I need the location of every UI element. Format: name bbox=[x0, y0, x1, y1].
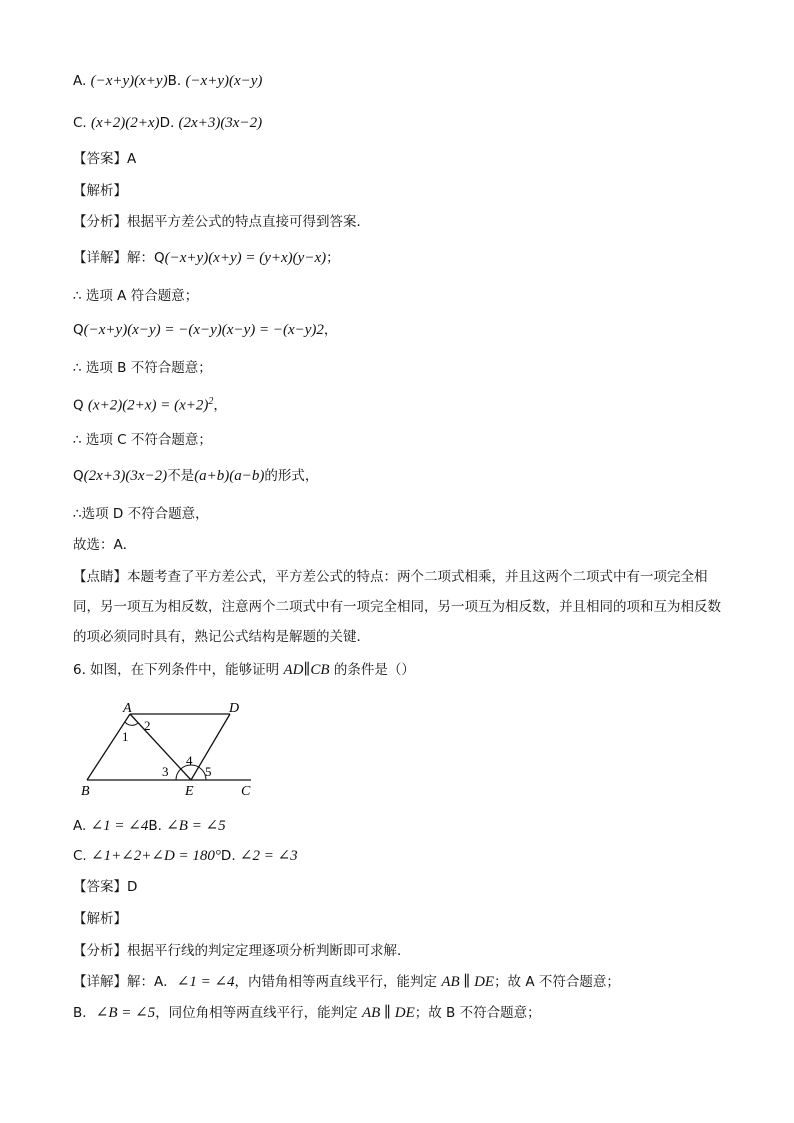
vertex-label-d: D bbox=[229, 701, 240, 716]
answer-tag: 【答案】 bbox=[73, 151, 127, 167]
step4-text: ∴ 选项 B 不符合题意； bbox=[73, 360, 212, 376]
q5-option-d-expr: (2x+3)(3x−2) bbox=[178, 115, 263, 131]
step7-expr2: (a+b)(a−b) bbox=[194, 468, 265, 484]
xiangjie-a-expr2: AB ∥ DE bbox=[441, 974, 495, 990]
q6-answer bbox=[73, 878, 137, 896]
angle-label-3: 3 bbox=[162, 764, 169, 779]
q6-option-d-label: D. bbox=[220, 848, 240, 864]
step1-expr: (−x+y)(x+y) = (y+x)(y−x) bbox=[164, 250, 327, 266]
answer-value: D bbox=[127, 879, 138, 895]
q6-xiangjie-b bbox=[73, 1004, 541, 1022]
xiangjie-tag: 【详解】 bbox=[73, 974, 127, 990]
q6-stem bbox=[73, 661, 415, 679]
xiangjie-b-expr1: ∠B = ∠5 bbox=[95, 1005, 156, 1021]
xiangjie-a-prefix: 解：A． bbox=[127, 974, 177, 990]
vertex-label-b: B bbox=[81, 784, 90, 798]
q6-option-d-expr: ∠2 = ∠3 bbox=[239, 848, 298, 864]
vertex-label-c: C bbox=[241, 784, 251, 798]
step7-prefix: Q bbox=[73, 468, 84, 484]
q5-step3 bbox=[73, 321, 337, 339]
analysis-tag: 【解析】 bbox=[73, 183, 127, 199]
fenxi-text: 根据平行线的判定定理逐项分析判断即可求解． bbox=[127, 943, 411, 959]
xiangjie-a-expr1: ∠1 = ∠4 bbox=[176, 974, 235, 990]
step7-mid: 不是 bbox=[167, 468, 195, 484]
q5-dianjing bbox=[73, 562, 723, 652]
q5-step4 bbox=[73, 359, 212, 377]
answer-tag: 【答案】 bbox=[73, 879, 127, 895]
q5-step2 bbox=[73, 287, 198, 305]
dianjing-text: 本题考查了平方差公式，平方差公式的特点：两个二项式相乘，并且这两个二项式中有一项完全相同，另一项互为相反数，注意两个二项式中有一项完全相同，另一项互为相反数，并且相同的项和互为相反数的项必须同时具有，熟记公式结构是解题的关键． bbox=[73, 569, 721, 645]
q5-xiangjie-line1 bbox=[73, 249, 340, 267]
fenxi-text: 根据平方差公式的特点直接可得到答案． bbox=[127, 214, 370, 230]
q6-fenxi bbox=[73, 942, 411, 960]
dianjing-tag: 【点睛】 bbox=[73, 569, 127, 585]
q6-stem-prefix: 6. 如图，在下列条件中，能够证明 bbox=[73, 662, 284, 678]
q5-answer bbox=[73, 150, 136, 168]
step7-end: 的形式， bbox=[264, 468, 319, 484]
angle-label-2: 2 bbox=[144, 718, 151, 733]
xiangjie-a-mid: ，内错角相等两直线平行，能判定 bbox=[234, 974, 442, 990]
q6-option-row-ab bbox=[73, 817, 226, 835]
q6-stem-expr: AD∥CB bbox=[283, 662, 330, 678]
step3-expr: (−x+y)(x−y) = −(x−y)(x−y) = −(x−y)2 bbox=[83, 322, 324, 338]
q5-step7 bbox=[73, 467, 318, 485]
q6-option-a-label: A. bbox=[73, 818, 91, 834]
q6-option-a-expr: ∠1 = ∠4 bbox=[90, 818, 149, 834]
step8-text: ∴选项 D 不符合题意， bbox=[73, 506, 209, 522]
q6-option-c-expr: ∠1+∠2+∠D = 180° bbox=[91, 848, 221, 864]
xiangjie-tag: 【详解】 bbox=[73, 250, 127, 266]
step6-text: ∴ 选项 C 不符合题意； bbox=[73, 432, 212, 448]
q5-option-c-expr: (x+2)(2+x) bbox=[91, 115, 160, 131]
q5-step8 bbox=[73, 505, 209, 523]
q5-step6 bbox=[73, 431, 212, 449]
q6-option-row-cd bbox=[73, 847, 298, 865]
step1-end: ； bbox=[326, 250, 340, 266]
q5-option-c-label: C. bbox=[73, 115, 92, 131]
step5-prefix: Q bbox=[73, 397, 88, 414]
q6-stem-suffix: 的条件是（） bbox=[329, 662, 415, 678]
q6-xiangjie-a bbox=[73, 973, 620, 991]
geometry-figure bbox=[75, 698, 265, 798]
vertex-label-e: E bbox=[185, 784, 194, 798]
angle-label-5: 5 bbox=[205, 764, 212, 779]
q5-option-a-label: A. bbox=[73, 73, 91, 89]
q5-fenxi bbox=[73, 213, 370, 231]
xiangjie-a-end: ；故 A 不符合题意； bbox=[494, 974, 620, 990]
q5-step9 bbox=[73, 536, 136, 554]
q5-analysis-heading bbox=[73, 182, 127, 200]
step3-prefix: Q bbox=[73, 322, 84, 338]
step7-expr1: (2x+3)(3x−2) bbox=[83, 468, 168, 484]
fenxi-tag: 【分析】 bbox=[73, 943, 127, 959]
vertex-label-a: A bbox=[123, 701, 132, 716]
q5-option-row-ab bbox=[73, 72, 262, 90]
q5-option-a-expr: (−x+y)(x+y) bbox=[90, 73, 168, 89]
q6-analysis-heading bbox=[73, 910, 127, 928]
step9-text: 故选：A． bbox=[73, 537, 137, 553]
step5-exponent: 2 bbox=[208, 396, 214, 407]
angle-label-4: 4 bbox=[186, 753, 193, 768]
xiangjie-b-mid: ，同位角相等两直线平行，能判定 bbox=[155, 1005, 362, 1021]
analysis-tag: 【解析】 bbox=[73, 911, 127, 927]
xiangjie-b-prefix: B． bbox=[73, 1005, 96, 1021]
step5-end: ， bbox=[213, 397, 227, 414]
segment-ab bbox=[87, 714, 130, 780]
segment-ae bbox=[130, 714, 191, 780]
q5-option-b-label: B. bbox=[167, 73, 186, 89]
q5-step5 bbox=[73, 393, 227, 415]
xiangjie-prefix: 解：Q bbox=[127, 250, 165, 266]
step5-expr: (x+2)(2+x) = (x+2) bbox=[87, 397, 209, 414]
angle-arc-a bbox=[125, 722, 138, 725]
fenxi-tag: 【分析】 bbox=[73, 214, 127, 230]
step2-text: ∴ 选项 A 符合题意； bbox=[73, 288, 199, 304]
q5-option-row-cd bbox=[73, 114, 262, 132]
xiangjie-b-expr2: AB ∥ DE bbox=[361, 1005, 415, 1021]
step3-end: ， bbox=[323, 322, 338, 338]
answer-value: A bbox=[127, 151, 137, 167]
q5-option-d-label: D. bbox=[159, 115, 179, 131]
q6-option-b-expr: ∠B = ∠5 bbox=[166, 818, 226, 834]
angle-label-1: 1 bbox=[122, 729, 129, 744]
q6-option-b-label: B. bbox=[148, 818, 167, 834]
xiangjie-b-end: ；故 B 不符合题意； bbox=[414, 1005, 541, 1021]
q6-option-c-label: C. bbox=[73, 848, 92, 864]
q5-option-b-expr: (−x+y)(x−y) bbox=[185, 73, 263, 89]
